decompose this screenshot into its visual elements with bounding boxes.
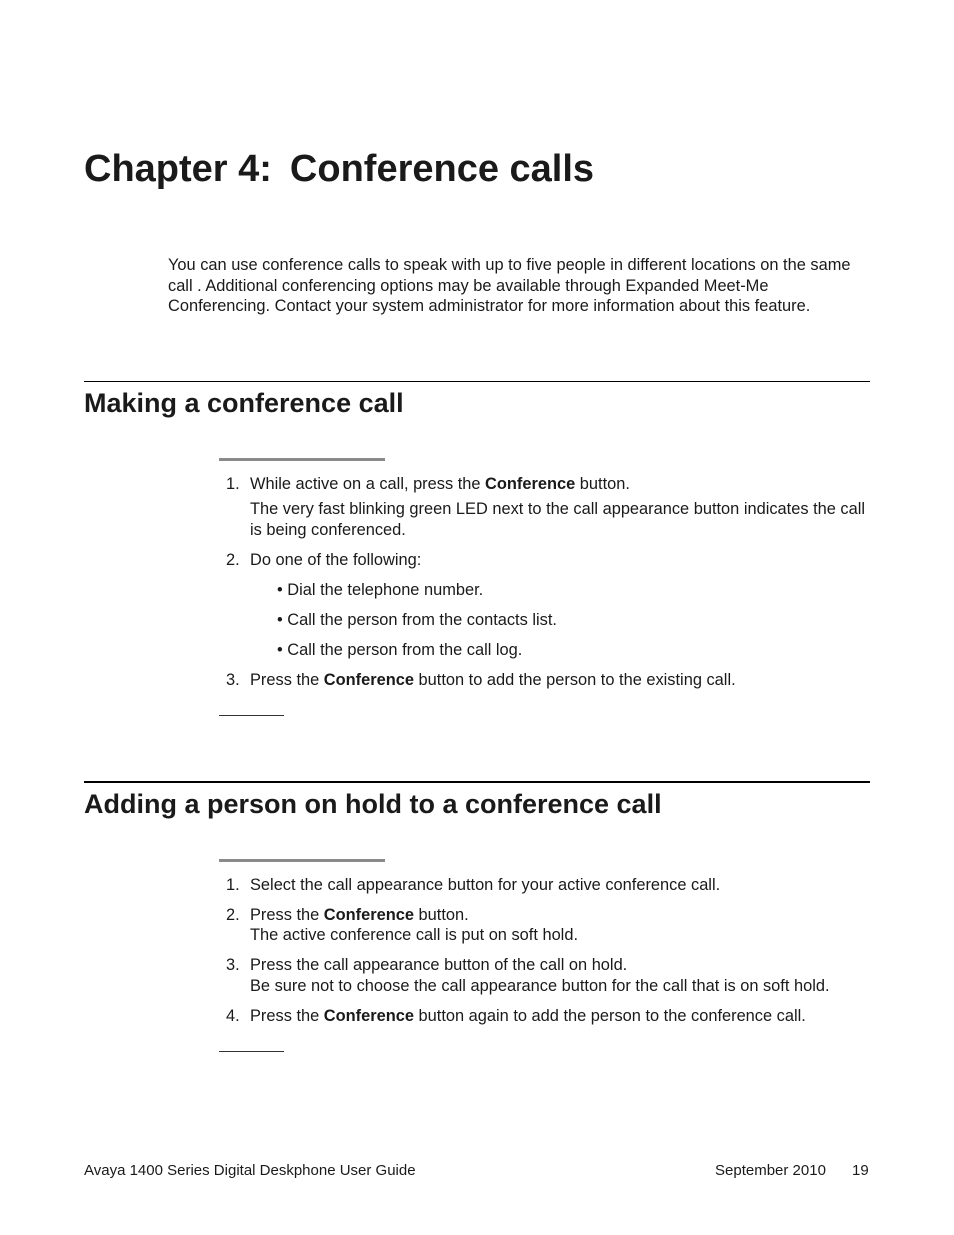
step-text: Press the call appearance button of the call on hold. <box>250 956 628 974</box>
chapter-label: Chapter 4: <box>84 148 272 190</box>
section-divider <box>84 781 870 783</box>
procedure-end-bar <box>219 715 284 716</box>
step-text: While active on a call, press the <box>250 475 486 493</box>
conference-button-label: Conference <box>323 671 414 689</box>
step-text: button. <box>575 475 630 493</box>
step-number: 2. <box>226 551 240 569</box>
step-3-note: Be sure not to choose the call appearance button for the call that is on soft hold. <box>250 977 830 995</box>
section-title-adding-hold: Adding a person on hold to a conference call <box>84 789 662 819</box>
step-text: Select the call appearance button for your active conference call. <box>250 876 721 894</box>
step-number: 1. <box>226 876 240 894</box>
step-number: 2. <box>226 906 240 924</box>
step-text: button again to add the person to the conference call. <box>413 1007 806 1025</box>
chapter-title <box>84 145 594 193</box>
step-number: 3. <box>226 956 240 974</box>
bullet-item: • Call the person from the call log. <box>277 641 523 659</box>
step-number: 4. <box>226 1007 240 1025</box>
step-text: button to add the person to the existing call. <box>413 671 736 689</box>
step-text: Press the <box>250 671 324 689</box>
step-text: button. <box>413 906 469 924</box>
chapter-name: Conference calls <box>289 148 595 190</box>
section-title-making-conference: Making a conference call <box>84 388 404 418</box>
step-text: Press the <box>250 1007 324 1025</box>
procedure-end-bar <box>219 1051 284 1052</box>
footer-date: September 2010 <box>715 1162 826 1179</box>
step-number: 3. <box>226 671 240 689</box>
step-number: 1. <box>226 475 240 493</box>
footer-page-number: 19 <box>852 1162 869 1179</box>
conference-button-label: Conference <box>323 906 414 924</box>
step-text: Press the <box>250 906 324 924</box>
step-2-note: The active conference call is put on soft hold. <box>250 926 578 944</box>
footer-doc-title: Avaya 1400 Series Digital Deskphone User Guide <box>84 1162 416 1179</box>
section-divider <box>84 381 870 382</box>
procedure-start-bar <box>219 458 385 461</box>
conference-button-label: Conference <box>485 475 576 493</box>
step-1-note: The very fast blinking green LED next to the call appearance button indicates the call is being conferenced. <box>250 500 866 539</box>
bullet-item: • Dial the telephone number. <box>277 581 484 599</box>
bullet-item: • Call the person from the contacts list. <box>277 611 557 629</box>
chapter-intro: You can use conference calls to speak with up to five people in different locations on the same call . Additional conferencing options may be available through Expanded Meet-Me Conferencing. Contact your system administrator for more information about this feature. <box>168 256 851 315</box>
conference-button-label: Conference <box>323 1007 414 1025</box>
procedure-start-bar <box>219 859 385 862</box>
step-text: Do one of the following: <box>250 551 422 569</box>
